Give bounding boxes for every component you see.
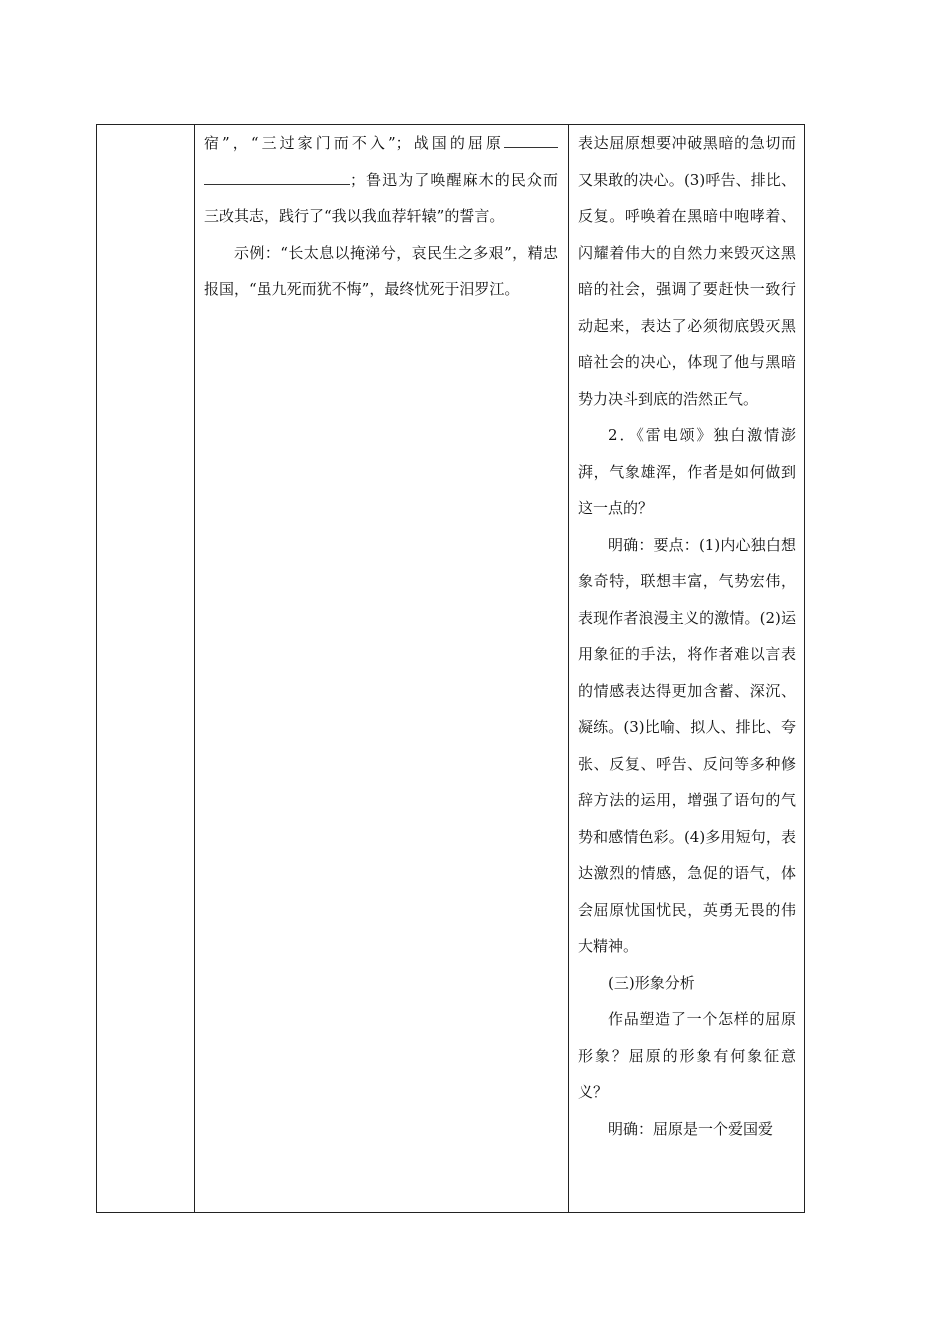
answer-paragraph: 明确：屈原是一个爱国爱 bbox=[608, 1119, 774, 1138]
fill-blank-line bbox=[504, 131, 558, 148]
question-paragraph: 2．《雷电颂》独白激情澎湃，气象雄浑，作者是如何做到这一点的？ bbox=[578, 426, 796, 517]
paragraph: 表达屈原想要冲破黑暗的急切而又果敢的决心。(3)呼告、排比、反复。呼唤着在黑暗中咆哮着、闪耀着伟大的自然力来毁灭这黑暗的社会，强调了要赶快一致行动起来，表达了必须彻底毁灭黑暗社会的决心，体现了他与黑暗势力决斗到底的浩然正气。 bbox=[578, 134, 796, 408]
fill-blank-paragraph bbox=[204, 125, 558, 235]
lesson-table bbox=[96, 124, 805, 1213]
example-paragraph: 示例：“长太息以掩涕兮，哀民生之多艰”，精忠报国，“虽九死而犹不悔”，最终忧死于汨罗江。 bbox=[204, 243, 558, 298]
analysis-text bbox=[569, 125, 804, 1147]
table-row bbox=[97, 125, 805, 1213]
fill-blank-text-end: ；鲁迅为了唤醒麻木的民众而三改其志，践行了“我以我血荐轩辕”的誓言。 bbox=[204, 170, 558, 225]
fill-blank-line bbox=[204, 168, 350, 185]
analysis-cell bbox=[569, 125, 805, 1213]
answer-paragraph: 明确：要点：(1)内心独白想象奇特，联想丰富，气势宏伟，表现作者浪漫主义的激情。(2)运用象征的手法，将作者难以言表的情感表达得更加含蓄、深沉、凝练。(3)比喻、拟人、排比、夸张、反复、呼告、反问等多种修辞方法的运用，增强了语句的气势和感情色彩。(4)多用短句，表达激烈的情感，急促的语气，体会屈原忧国忧民，英勇无畏的伟大精神。 bbox=[578, 535, 796, 955]
content-text bbox=[195, 125, 568, 308]
fill-blank-text-start: 宿”，“三过家门而不入”；战国的屈原 bbox=[204, 134, 504, 152]
blank-column-cell bbox=[97, 125, 195, 1213]
section-heading: (三)形象分析 bbox=[608, 973, 695, 992]
content-cell bbox=[195, 125, 569, 1213]
question-paragraph: 作品塑造了一个怎样的屈原形象？屈原的形象有何象征意义？ bbox=[578, 1010, 796, 1101]
